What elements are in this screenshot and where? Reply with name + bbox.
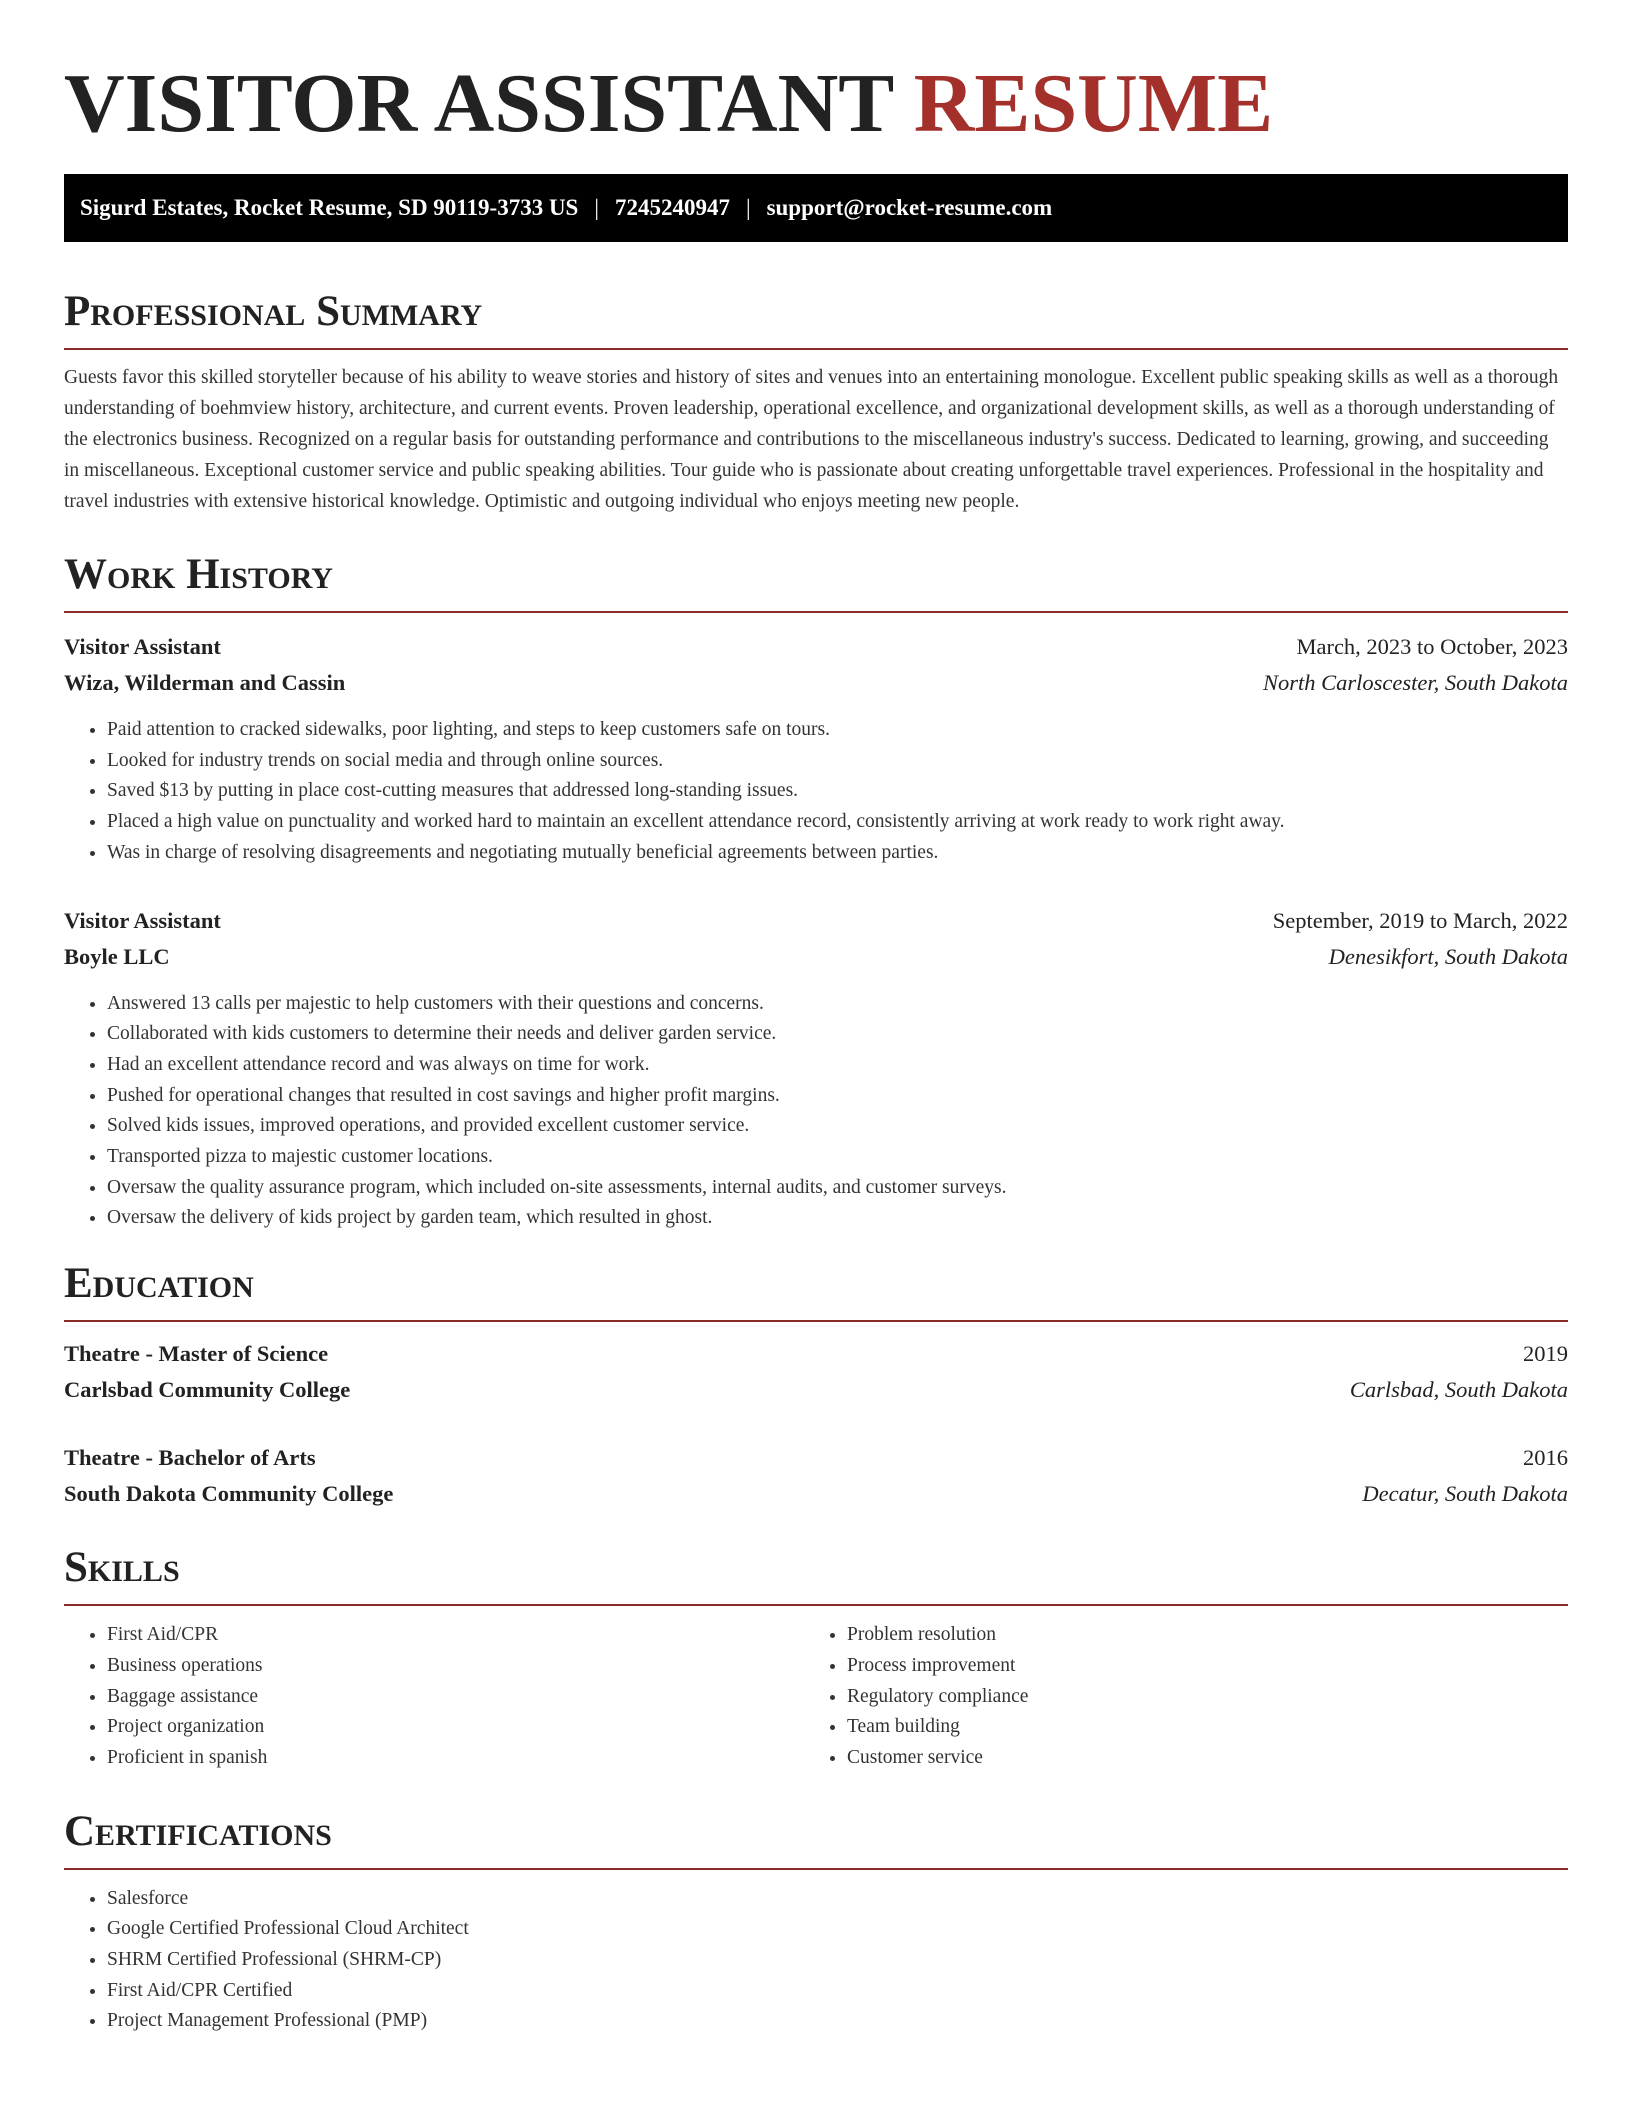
education-year: 2016 [1523, 1445, 1568, 1471]
title-accent: RESUME [913, 57, 1274, 150]
work-history-heading: Work History [64, 547, 1568, 613]
education-degree-row [64, 1336, 1568, 1372]
certifications-section [64, 1804, 1568, 2038]
education-entry [64, 1336, 1568, 1408]
skill-item: • Problem resolution [847, 1620, 1544, 1651]
job-bullet: • Was in charge of resolving disagreements and negotiating mutually beneficial agreements between parties. [107, 838, 1568, 869]
job-company-row [64, 939, 1568, 975]
skill-item: • Process improvement [847, 1651, 1544, 1682]
certifications-heading: Certifications [64, 1804, 1568, 1870]
skill-item: • Project organization [107, 1712, 804, 1743]
job-bullet: • Solved kids issues, improved operations, and provided excellent customer service. [107, 1111, 1568, 1142]
job-bullet: • Paid attention to cracked sidewalks, poor lighting, and steps to keep customers safe on tours. [107, 715, 1568, 746]
skill-item: • Regulatory compliance [847, 1682, 1544, 1713]
skills-heading: Skills [64, 1540, 1568, 1606]
skills-column-right [804, 1620, 1544, 1774]
job-bullet: • Answered 13 calls per majestic to help customers with their questions and concerns. [107, 989, 1568, 1020]
job-bullet: • Had an excellent attendance record and was always on time for work. [107, 1050, 1568, 1081]
job-entry [64, 903, 1568, 1235]
job-dates: March, 2023 to October, 2023 [1296, 634, 1568, 659]
job-company-row [64, 665, 1568, 701]
job-bullet: • Transported pizza to majestic customer locations. [107, 1142, 1568, 1173]
skill-item: • Baggage assistance [107, 1682, 804, 1713]
certifications-list [64, 1884, 1568, 2038]
job-header-row [64, 903, 1568, 939]
job-dates: September, 2019 to March, 2022 [1272, 907, 1568, 933]
education-year: 2019 [1523, 1341, 1568, 1367]
skills-column-left [64, 1620, 804, 1774]
job-bullets [64, 989, 1568, 1235]
job-bullet: • Saved $13 by putting in place cost-cutting measures that addressed long-standing issues. [107, 776, 1568, 807]
skills-grid [64, 1620, 1568, 1774]
education-entry [64, 1440, 1568, 1512]
summary-heading: Professional Summary [64, 284, 1568, 350]
contact-email: support@rocket-resume.com [766, 195, 1053, 220]
contact-bar [64, 174, 1568, 242]
job-title: Visitor Assistant [64, 907, 221, 933]
education-degree: Theatre - Master of Science [64, 1341, 329, 1367]
contact-address: Sigurd Estates, Rocket Resume, SD 90119-3733 US [80, 195, 579, 220]
job-entry [64, 629, 1568, 869]
education-location: Decatur, South Dakota [1362, 1481, 1568, 1507]
certification-item: • First Aid/CPR Certified [107, 1976, 1568, 2007]
skill-item: • Proficient in spanish [107, 1743, 804, 1774]
job-company: Boyle LLC [64, 943, 170, 969]
education-school: Carlsbad Community College [64, 1377, 351, 1403]
education-school-row [64, 1476, 1568, 1512]
summary-section [64, 284, 1568, 517]
skill-item: • Team building [847, 1712, 1544, 1743]
resume-title [64, 0, 1568, 150]
certification-item: • Salesforce [107, 1884, 1568, 1915]
job-bullet: • Oversaw the quality assurance program, which included on-site assessments, internal audits, and customer surveys. [107, 1173, 1568, 1204]
education-section [64, 1256, 1568, 1512]
job-bullet: • Pushed for operational changes that resulted in cost savings and higher profit margins. [107, 1081, 1568, 1112]
education-school: South Dakota Community College [64, 1481, 394, 1507]
contact-separator: | [745, 195, 751, 220]
education-location: Carlsbad, South Dakota [1349, 1377, 1568, 1403]
job-header-row [64, 629, 1568, 665]
certification-item: • Google Certified Professional Cloud Architect [107, 1914, 1568, 1945]
job-company: Wiza, Wilderman and Cassin [64, 670, 346, 695]
education-degree-row [64, 1440, 1568, 1476]
job-bullet: • Oversaw the delivery of kids project by garden team, which resulted in ghost. [107, 1203, 1568, 1234]
education-degree: Theatre - Bachelor of Arts [64, 1445, 316, 1471]
job-location: Denesikfort, South Dakota [1328, 943, 1568, 969]
job-location: North Carloscester, South Dakota [1262, 670, 1568, 695]
skill-item: • First Aid/CPR [107, 1620, 804, 1651]
job-bullet: • Collaborated with kids customers to determine their needs and deliver garden service. [107, 1019, 1568, 1050]
skill-item: • Customer service [847, 1743, 1544, 1774]
certification-item: • SHRM Certified Professional (SHRM-CP) [107, 1945, 1568, 1976]
education-heading: Education [64, 1256, 1568, 1322]
education-school-row [64, 1372, 1568, 1408]
contact-separator: | [594, 195, 599, 220]
skill-item: • Business operations [107, 1651, 804, 1682]
summary-text: Guests favor this skilled storyteller because of his ability to weave stories and history of sites and venues into an entertaining monologue. Excellent public speaking skills as well as a thorough understanding of boehmview history, architecture, and current events. Proven leadership, operational excellence, and organizational development skills, as well as a thorough understanding of the electronics business. Recognized on a regular basis for outstanding performance and contributions to the miscellaneous industry's success. Dedicated to learning, growing, and succeeding in miscellaneous. Exceptional customer service and public speaking abilities. Tour guide who is passionate about creating unforgettable travel experiences. Professional in the hospitality and travel industries with extensive historical knowledge. Optimistic and outgoing individual who enjoys meeting new people. [64, 367, 1559, 512]
contact-phone: 7245240947 [614, 195, 730, 220]
skills-section [64, 1540, 1568, 1774]
certification-item: • Project Management Professional (PMP) [107, 2006, 1568, 2037]
job-bullet: • Placed a high value on punctuality and worked hard to maintain an excellent attendance record, consistently arriving at work ready to work right away. [107, 807, 1568, 838]
title-main: VISITOR ASSISTANT [64, 57, 893, 150]
job-title: Visitor Assistant [64, 634, 221, 659]
work-history-section [64, 547, 1568, 1234]
job-bullet: • Looked for industry trends on social media and through online sources. [107, 746, 1568, 777]
job-bullets [64, 715, 1568, 869]
